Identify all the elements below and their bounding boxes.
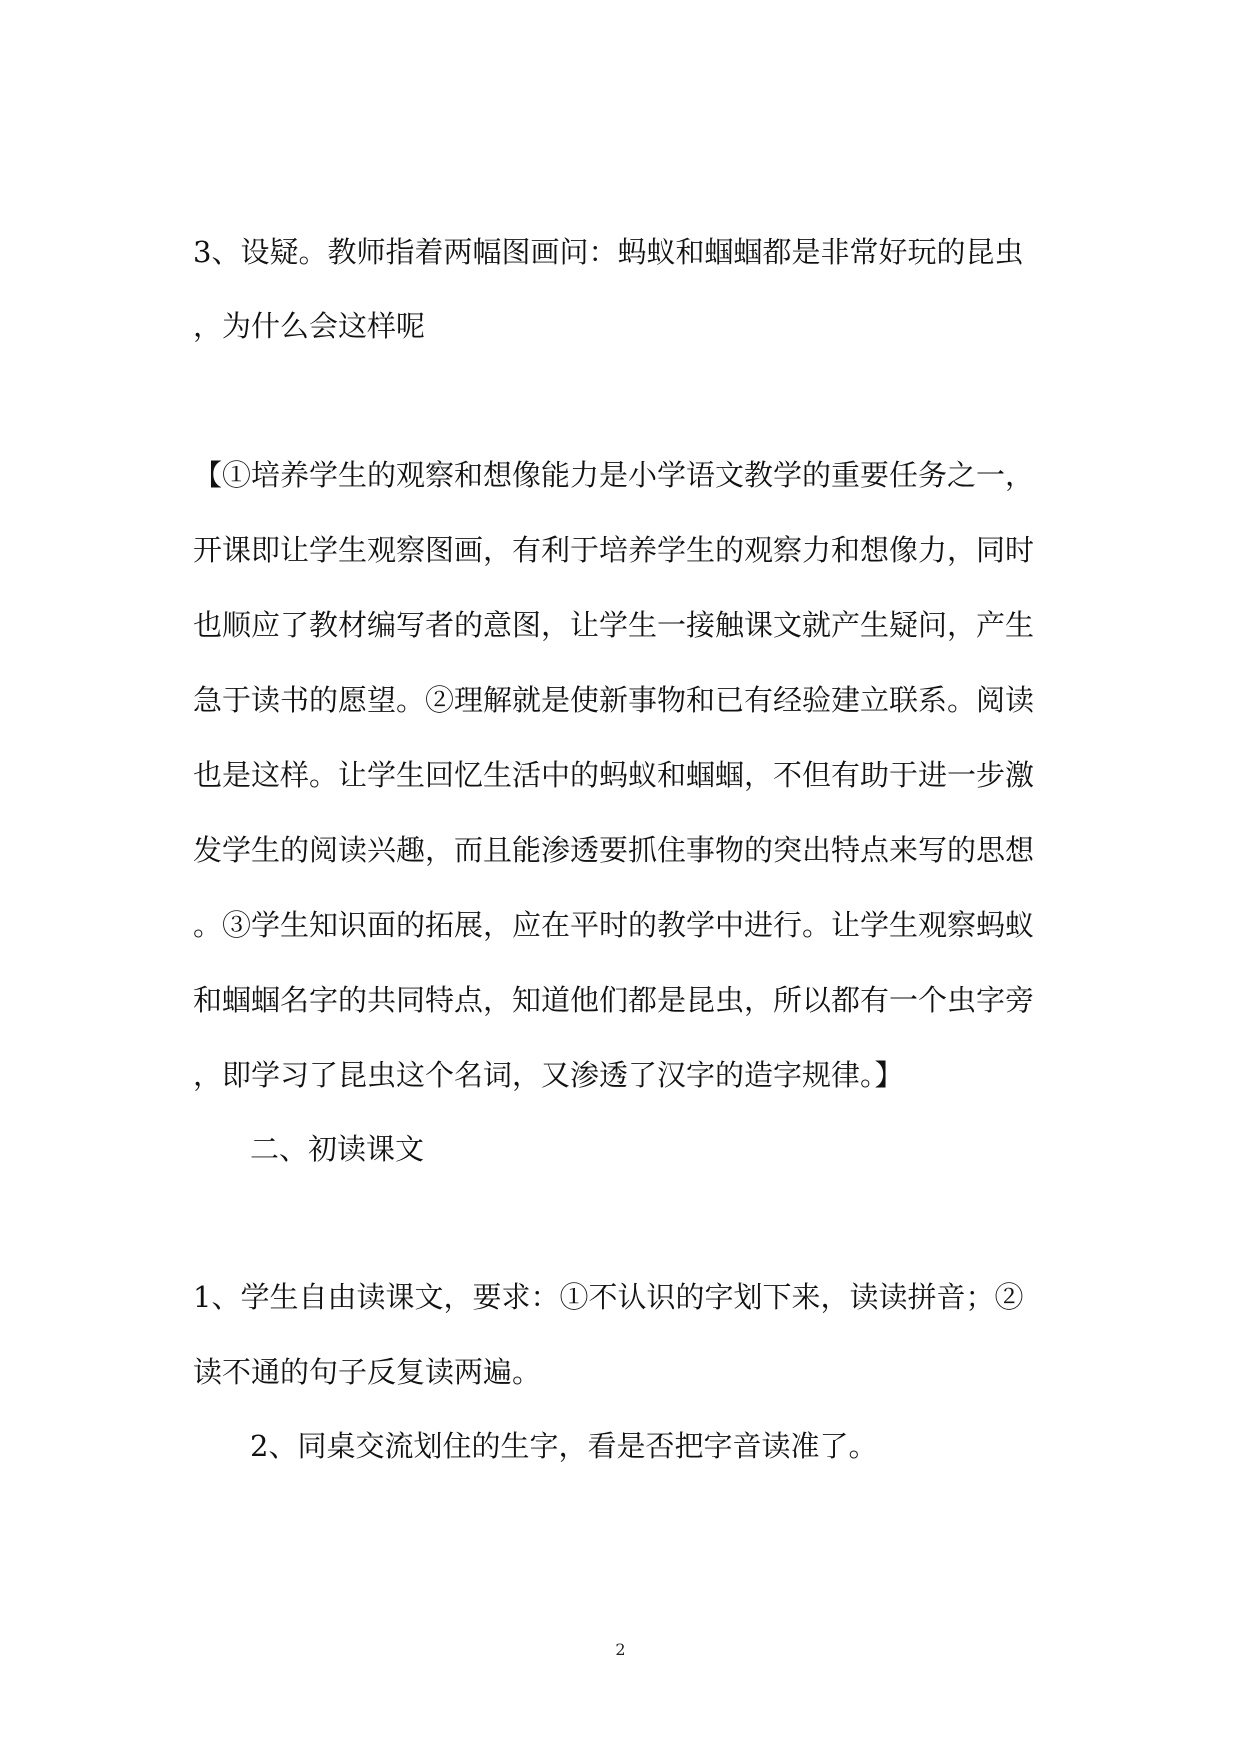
paragraph-3-line-1: 3、设疑。教师指着两幅图画问：蚂蚁和蝈蝈都是非常好玩的昆虫 bbox=[193, 235, 1024, 269]
note-line-1: 【①培养学生的观察和想像能力是小学语文教学的重要任务之一， bbox=[193, 458, 1035, 492]
note-line-6: 发学生的阅读兴趣，而且能渗透要抓住事物的突出特点来写的思想 bbox=[193, 833, 1035, 867]
step-1-line-1: 1、学生自由读课文，要求：①不认识的字划下来，读读拼音；② bbox=[193, 1280, 1024, 1314]
note-line-9: ，即学习了昆虫这个名词，又渗透了汉字的造字规律。】 bbox=[193, 1058, 904, 1092]
section-heading: 二、初读课文 bbox=[250, 1132, 425, 1166]
paragraph-3-line-2: ，为什么会这样呢 bbox=[193, 309, 426, 343]
step-2: 2、同桌交流划住的生字，看是否把字音读准了。 bbox=[250, 1429, 878, 1463]
note-line-2: 开课即让学生观察图画，有利于培养学生的观察力和想像力，同时 bbox=[193, 533, 1035, 567]
note-line-8: 和蝈蝈名字的共同特点，知道他们都是昆虫，所以都有一个虫字旁 bbox=[193, 983, 1035, 1017]
note-line-3: 也顺应了教材编写者的意图，让学生一接触课文就产生疑问，产生 bbox=[193, 608, 1035, 642]
page-number: 2 bbox=[615, 1640, 626, 1659]
note-line-7: 。③学生知识面的拓展，应在平时的教学中进行。让学生观察蚂蚁 bbox=[193, 908, 1035, 942]
note-line-4: 急于读书的愿望。②理解就是使新事物和已有经验建立联系。阅读 bbox=[193, 683, 1035, 717]
step-1-line-2: 读不通的句子反复读两遍。 bbox=[193, 1355, 542, 1389]
note-line-5: 也是这样。让学生回忆生活中的蚂蚁和蝈蝈，不但有助于进一步激 bbox=[193, 758, 1035, 792]
